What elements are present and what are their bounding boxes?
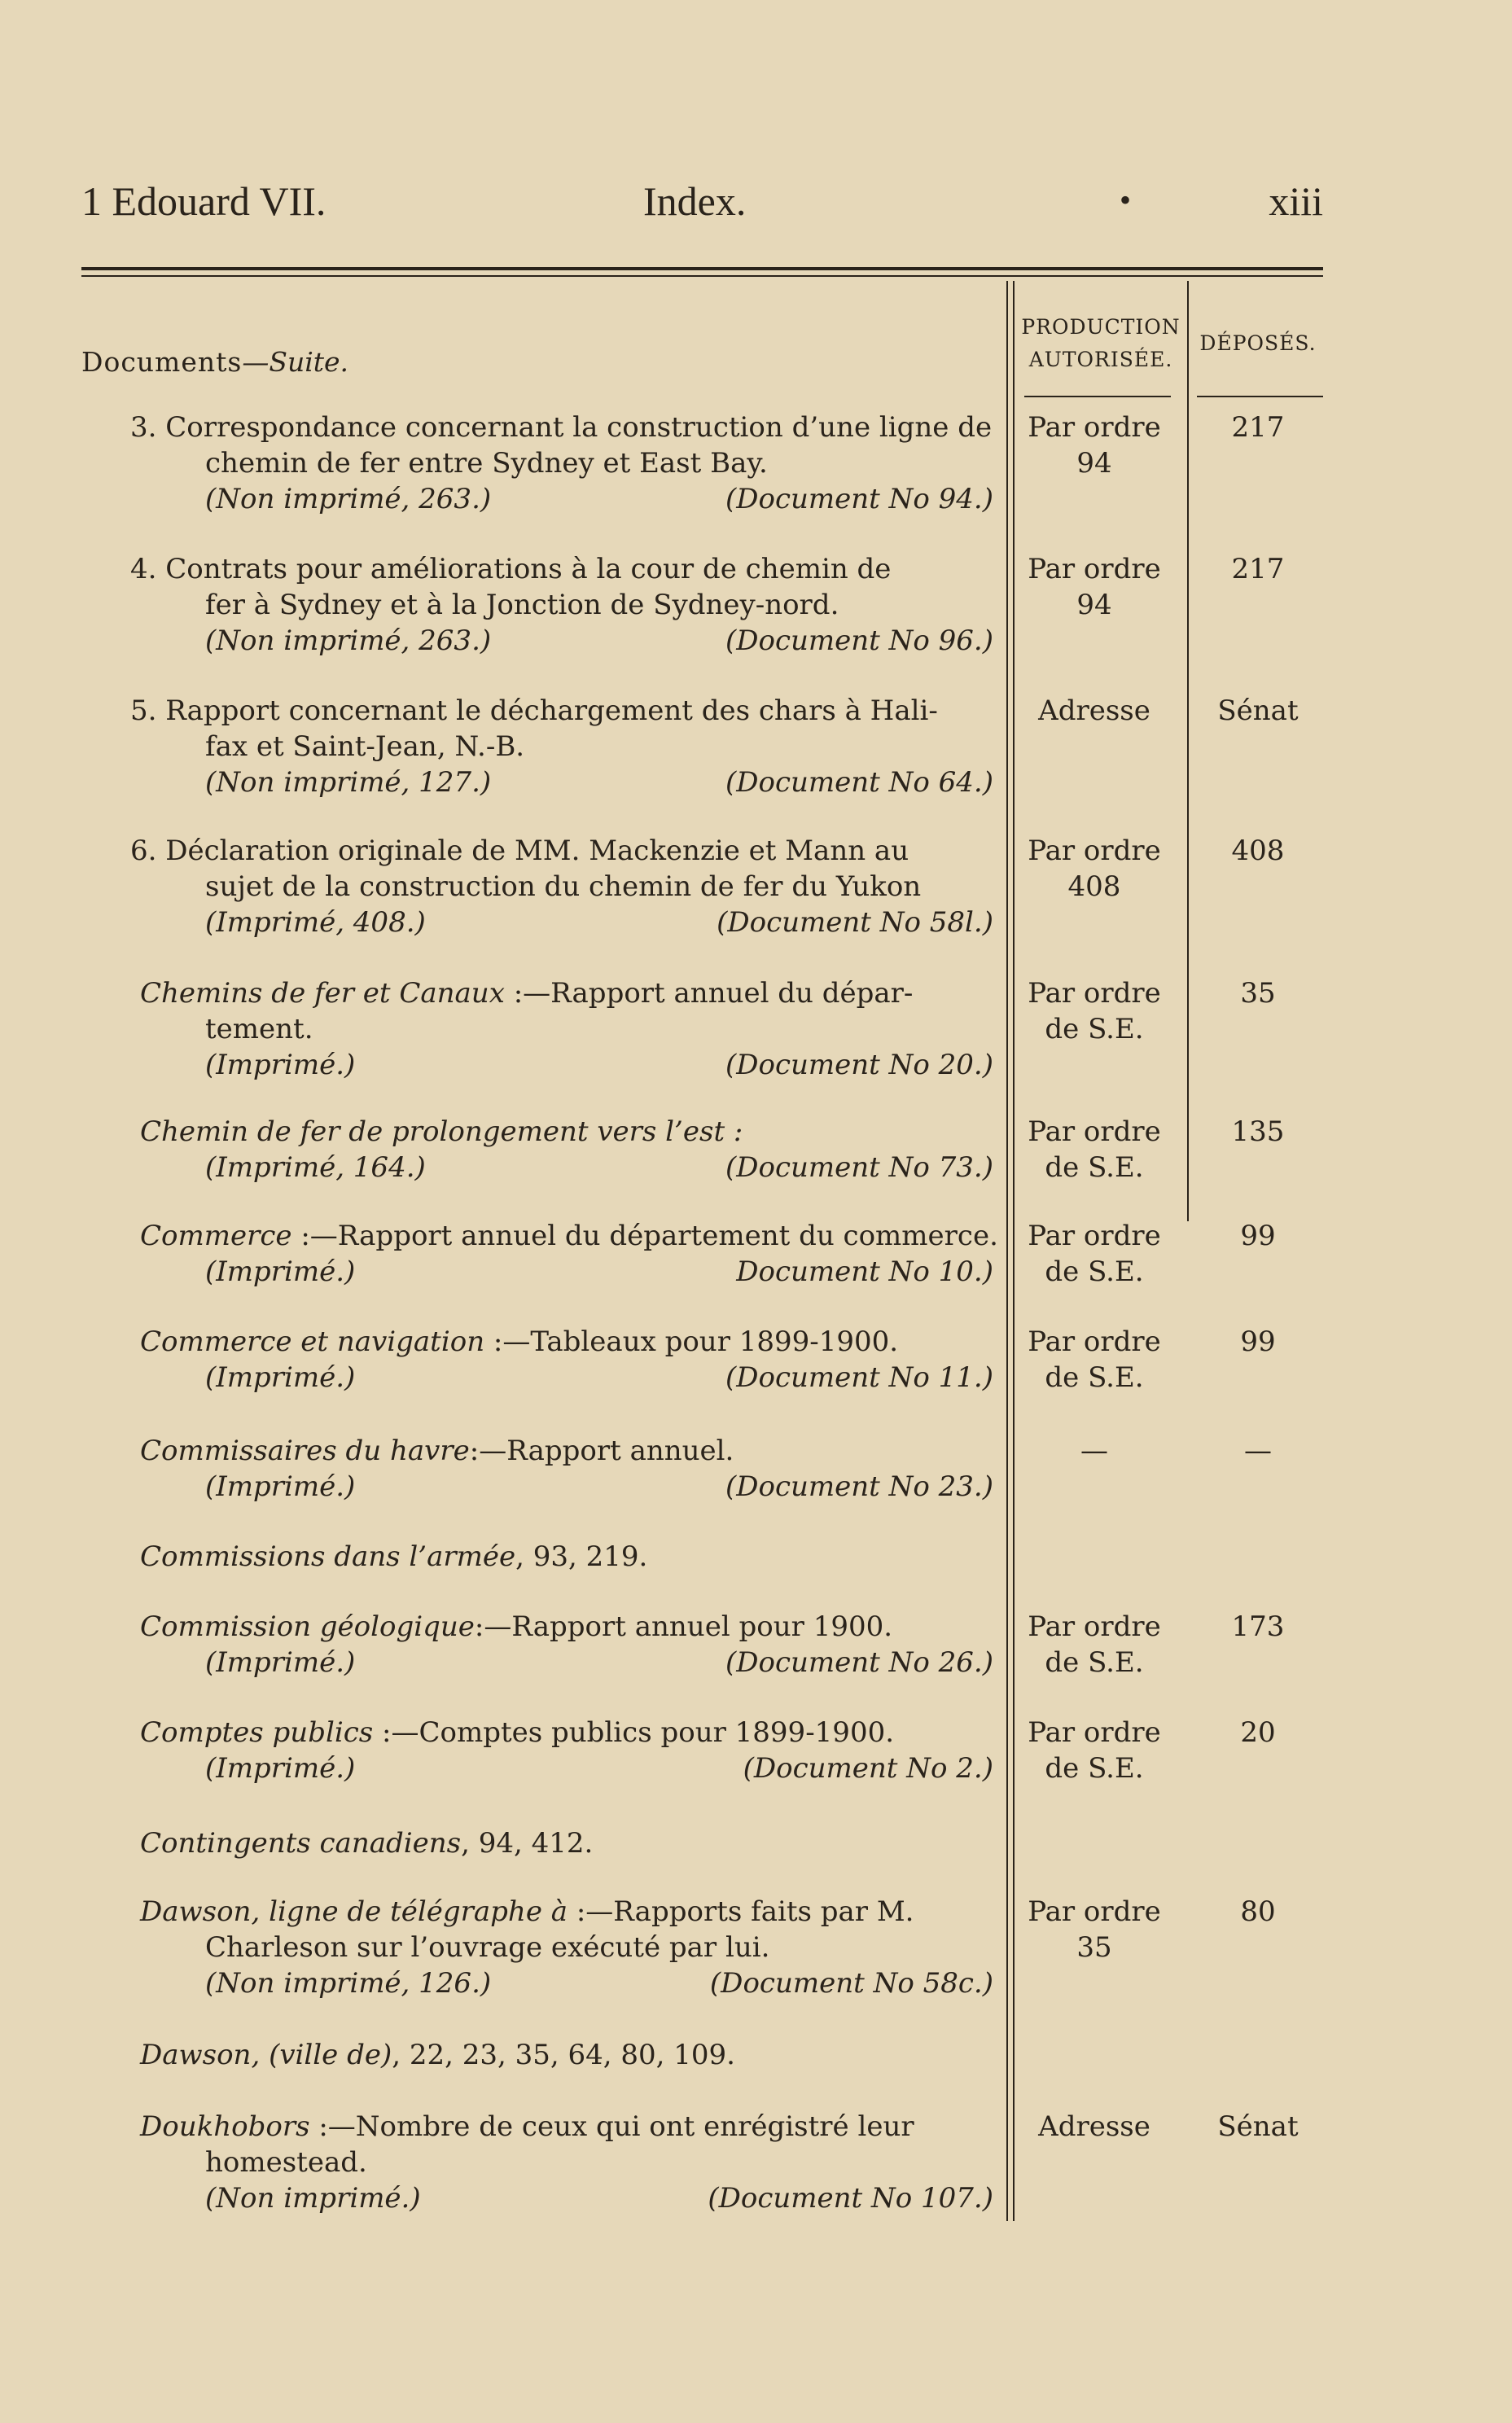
entry-production [1024,410,1164,481]
entry-line: Charleson sur l’ouvrage exécuté par lui. [205,1931,770,1964]
entry-document-ref: (Document No 73.) [725,1151,993,1184]
production-text: 408 [1067,870,1121,903]
entry-production [1024,2109,1164,2145]
entry-description: :—Rapport annuel pour 1900. [474,1610,893,1643]
entry-description: :—Tableaux pour 1899-1900. [484,1325,899,1358]
entry-line: 5. Rapport concernant le déchargement des chars à Hali- [130,694,938,727]
entry-deposes: — [1244,1435,1272,1467]
entry-document-ref: (Document No 58l.) [717,906,993,939]
entry-production [1024,693,1164,729]
column-heading-production-rule [1024,396,1171,397]
column-divider-left-a [1006,281,1008,2221]
column-heading-production-line2: AUTORISÉE. [1028,348,1173,371]
entry-production [1024,1324,1164,1396]
production-text: Par ordre [1028,553,1161,585]
entry-printed-status: (Imprimé.) [205,1049,356,1081]
entry-deposes: Sénat [1217,2110,1299,2143]
index-entry [140,1433,993,1505]
production-text: 35 [1076,1931,1112,1964]
production-text: de S.E. [1045,1752,1144,1785]
entry-document-ref: (Document No 58c.) [709,1967,993,2000]
entry-line: chemin de fer entre Sydney et East Bay. [205,447,768,480]
production-text: de S.E. [1045,1255,1144,1288]
header-rule-thick [81,267,1323,270]
entry-production [1024,551,1164,623]
entry-deposes: 80 [1240,1895,1276,1928]
entry-description: :—Rapport annuel du dépar- [504,977,914,1010]
entry-description: :—Nombre de ceux qui ont enrégistré leur [309,2110,914,2143]
entry-deposes: 20 [1240,1716,1276,1749]
entry-document-ref: Document No 10.) [736,1255,993,1288]
entry-description: :—Rapport annuel. [469,1435,734,1467]
entry-printed-status: (Imprimé, 408.) [205,906,426,939]
entry-heading: Dawson, ligne de télégraphe à [140,1895,568,1928]
entry-deposes: 99 [1240,1220,1276,1252]
entry-heading: Commissaires du havre [140,1435,470,1467]
entry-deposes: 99 [1240,1325,1276,1358]
column-heading-production-line1: PRODUCTION [1021,315,1181,339]
entry-printed-status: (Non imprimé, 263.) [205,624,492,657]
entry-heading: Contingents canadiens [140,1827,462,1860]
index-entry [140,2037,993,2073]
entry-production [1024,1114,1164,1185]
entry-document-ref: (Document No 26.) [725,1646,993,1679]
entry-production [1024,1715,1164,1786]
production-text: Par ordre [1028,1115,1161,1148]
entry-line: 3. Correspondance concernant la construction d’une ligne de [130,411,993,444]
entry-line: fax et Saint-Jean, N.-B. [205,730,525,763]
column-heading-production [1015,311,1187,376]
entry-deposes: 408 [1231,835,1285,867]
index-entry [130,410,993,517]
production-text: Par ordre [1028,1610,1161,1643]
production-text: — [1080,1435,1108,1467]
index-entry [140,1609,993,1680]
entry-heading: Commerce [140,1220,292,1252]
entry-printed-status: (Non imprimé, 127.) [205,766,492,799]
entry-document-ref: (Document No 23.) [725,1470,993,1503]
entry-deposes: 173 [1231,1610,1285,1643]
production-text: de S.E. [1045,1151,1144,1184]
entry-deposes: 217 [1231,553,1285,585]
entry-heading: Doukhobors [140,2110,310,2143]
entry-heading: Dawson, (ville de) [140,2039,392,2071]
header-dot: • [1120,182,1132,218]
production-text: Par ordre [1028,835,1161,867]
entry-description: , 93, 219. [515,1540,648,1573]
entry-document-ref: (Document No 96.) [725,624,993,657]
production-text: Adresse [1038,694,1150,727]
index-entry [140,1894,993,2001]
index-entry [140,1114,993,1185]
index-entry [130,551,993,659]
column-heading-deposes-rule [1197,396,1323,397]
index-entry [140,1539,993,1575]
page-header [81,177,1323,234]
entry-description: :—Rapport annuel du département du commerce. [291,1220,998,1252]
section-title-text: Documents [81,346,243,378]
production-text: Adresse [1038,2110,1150,2143]
production-text: Par ordre [1028,1716,1161,1749]
entry-heading: Chemin de fer de prolongement vers l’est : [140,1115,743,1148]
index-entry [140,1218,998,1290]
entry-line: tement. [205,1013,313,1045]
column-heading-deposes: DÉPOSÉS. [1199,331,1317,355]
production-text: Par ordre [1028,1895,1161,1928]
entry-heading: Commissions dans l’armée [140,1540,516,1573]
entry-heading: Commerce et navigation [140,1325,485,1358]
production-text: de S.E. [1045,1013,1144,1045]
production-text: Par ordre [1028,1220,1161,1252]
entry-printed-status: (Non imprimé, 263.) [205,483,492,515]
index-entry [130,833,993,940]
index-entry [140,975,993,1083]
entry-deposes: 135 [1231,1115,1285,1148]
entry-line: 4. Contrats pour améliorations à la cour de chemin de [130,553,892,585]
entry-printed-status: (Imprimé.) [205,1470,356,1503]
entry-printed-status: (Imprimé.) [205,1752,356,1785]
section-title-suite: —Suite. [242,346,349,378]
entry-document-ref: (Document No 64.) [725,766,993,799]
entry-description: :—Rapports faits par M. [568,1895,914,1928]
entry-description: , 22, 23, 35, 64, 80, 109. [392,2039,735,2071]
entry-document-ref: (Document No 2.) [743,1752,993,1785]
production-text: 94 [1076,589,1112,621]
section-title [81,346,348,378]
entry-description: :—Comptes publics pour 1899-1900. [373,1716,895,1749]
entry-production [1024,1433,1164,1469]
entry-document-ref: (Document No 94.) [725,483,993,515]
index-entry [140,1825,993,1861]
entry-heading: Commission géologique [140,1610,475,1643]
entry-production [1024,1894,1164,1965]
production-text: 94 [1076,447,1112,480]
production-text: Par ordre [1028,1325,1161,1358]
entry-printed-status: (Imprimé.) [205,1361,356,1394]
production-text: de S.E. [1045,1646,1144,1679]
entry-printed-status: (Imprimé, 164.) [205,1151,426,1184]
entry-line: 6. Déclaration originale de MM. Mackenzie et Mann au [130,835,909,867]
entry-production [1024,975,1164,1047]
production-text: Par ordre [1028,977,1161,1010]
header-title: Index. [643,178,747,224]
entry-heading: Chemins de fer et Canaux [140,977,505,1010]
index-entry [140,1324,993,1396]
index-entry [140,2109,993,2216]
entry-line: fer à Sydney et à la Jonction de Sydney-nord. [205,589,839,621]
entry-document-ref: (Document No 11.) [725,1361,993,1394]
column-divider-right [1187,281,1189,1221]
entry-line: sujet de la construction du chemin de fer du Yukon [205,870,922,903]
entry-deposes: Sénat [1217,694,1299,727]
entry-description: , 94, 412. [461,1827,594,1860]
page-number: xiii [1269,178,1323,224]
header-session: 1 Edouard VII. [81,178,327,224]
entry-line: homestead. [205,2146,367,2179]
entry-printed-status: (Imprimé.) [205,1646,356,1679]
index-entry [140,1715,993,1786]
column-divider-left-b [1013,281,1015,2221]
index-entry [130,693,993,800]
production-text: Par ordre [1028,411,1161,444]
entry-deposes: 217 [1231,411,1285,444]
header-rule-thin [81,275,1323,277]
entry-heading: Comptes publics [140,1716,374,1749]
entry-printed-status: (Non imprimé, 126.) [205,1967,492,2000]
entry-production [1024,1218,1164,1290]
entry-production [1024,833,1164,905]
entry-printed-status: (Imprimé.) [205,1255,356,1288]
entry-document-ref: (Document No 20.) [725,1049,993,1081]
entry-deposes: 35 [1240,977,1276,1010]
entry-production [1024,1609,1164,1680]
entry-printed-status: (Non imprimé.) [205,2182,421,2215]
production-text: de S.E. [1045,1361,1144,1394]
entry-document-ref: (Document No 107.) [708,2182,993,2215]
